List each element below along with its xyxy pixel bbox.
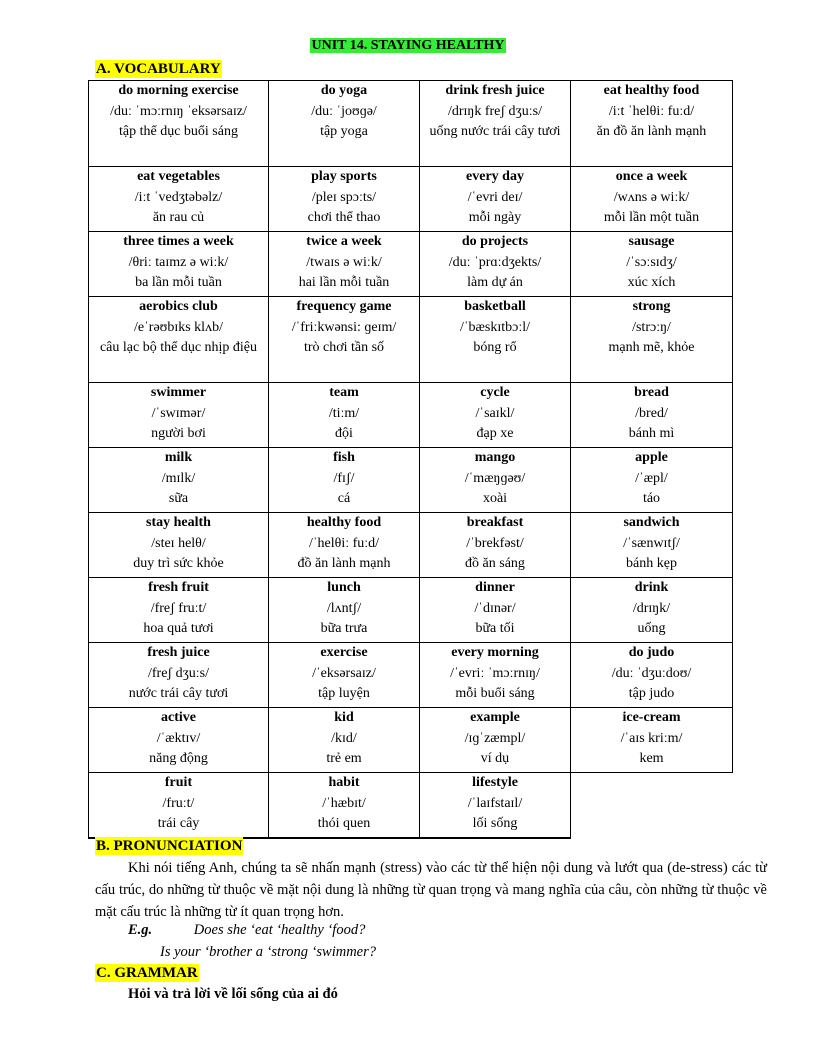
pronunciation-paragraph: Khi nói tiếng Anh, chúng ta sẽ nhấn mạnh (stress) vào các từ thể hiện nội dung và lướt qua (de-stress) các từ cấu trúc, do những từ thuộc về mặt nội dung là những từ quan trọng và mang nghĩa của câu, còn những từ thuộc về mặt cấu trúc là những từ ít quan trọng hơn.	[95, 860, 767, 920]
vocab-cell	[269, 643, 420, 708]
vocab-row	[89, 578, 733, 643]
vocab-ipa: /ˈeksərsaɪz/	[312, 665, 376, 681]
vocab-cell	[420, 167, 571, 232]
vocab-meaning: đội	[335, 426, 353, 442]
vocab-word: milk	[164, 450, 193, 465]
vocab-ipa: /ˈsænwɪtʃ/	[623, 535, 680, 551]
vocab-cell	[571, 167, 733, 232]
vocab-meaning: tập judo	[628, 686, 675, 702]
vocab-word: active	[161, 710, 196, 725]
vocab-cell	[89, 773, 269, 838]
vocab-ipa: /duː ˈmɔːrnɪŋ ˈeksərsaɪz/	[110, 103, 247, 119]
vocab-word: every day	[466, 169, 524, 184]
vocab-cell	[420, 232, 571, 297]
vocab-ipa: /ˈhæbɪt/	[322, 795, 366, 811]
vocab-word: drink fresh juice	[445, 83, 545, 98]
vocab-word: do yoga	[320, 83, 368, 98]
vocab-cell	[269, 232, 420, 297]
vocab-cell	[269, 297, 420, 383]
vocab-meaning: hoa quả tươi	[143, 621, 214, 637]
vocab-meaning: duy trì sức khỏe	[133, 556, 224, 572]
vocab-cell	[269, 708, 420, 773]
vocab-word: bread	[634, 385, 669, 400]
vocab-meaning: xoài	[482, 491, 508, 507]
vocab-meaning: bóng rổ	[473, 340, 517, 356]
vocab-meaning: thói quen	[317, 816, 371, 832]
vocab-word: lifestyle	[472, 775, 518, 790]
vocab-cell	[269, 578, 420, 643]
vocab-word: team	[329, 385, 359, 400]
vocab-word: once a week	[615, 169, 688, 184]
vocab-word: dinner	[475, 580, 515, 595]
vocab-cell	[269, 513, 420, 578]
vocab-word: do morning exercise	[118, 83, 239, 98]
vocab-row	[89, 297, 733, 383]
vocab-meaning: bánh kẹp	[626, 556, 677, 572]
vocab-ipa: /fruːt/	[162, 795, 195, 811]
vocab-meaning: ví dụ	[480, 751, 510, 767]
vocab-word: eat vegetables	[137, 169, 220, 184]
vocab-meaning: ăn rau củ	[152, 210, 205, 226]
vocab-word: twice a week	[306, 234, 382, 249]
vocab-meaning: hai lần mỗi tuần	[298, 275, 390, 291]
vocab-meaning: trò chơi tần số	[303, 340, 385, 356]
vocab-ipa: /ˈæpl/	[635, 470, 668, 486]
vocab-ipa: /freʃ fruːt/	[150, 600, 207, 616]
unit-title	[0, 38, 816, 54]
vocab-word: fresh fruit	[148, 580, 209, 595]
vocab-word: breakfast	[466, 515, 524, 530]
vocab-meaning: cá	[337, 491, 351, 507]
vocab-row	[89, 232, 733, 297]
vocab-word: apple	[635, 450, 668, 465]
vocab-ipa: /duː ˈjoʊɡə/	[311, 103, 377, 119]
vocab-cell	[571, 383, 733, 448]
vocab-ipa: /ˈswɪmər/	[151, 405, 206, 421]
vocab-cell	[420, 448, 571, 513]
vocab-word: fruit	[164, 775, 193, 790]
vocab-meaning: uống nước trái cây tươi	[429, 124, 561, 140]
vocab-row	[89, 643, 733, 708]
vocab-row	[89, 448, 733, 513]
vocabulary-table	[88, 80, 733, 839]
vocab-cell	[269, 448, 420, 513]
vocab-meaning: bữa tối	[475, 621, 515, 637]
vocab-word: stay health	[146, 515, 211, 530]
vocab-cell	[420, 708, 571, 773]
vocab-cell	[420, 513, 571, 578]
vocab-meaning: táo	[642, 491, 661, 507]
grammar-subheading: Hỏi và trả lời về lối sống của ai đó	[128, 986, 338, 1002]
vocab-cell	[420, 578, 571, 643]
vocab-cell	[420, 81, 571, 167]
vocab-row	[89, 708, 733, 773]
vocab-cell	[89, 448, 269, 513]
vocab-meaning: mỗi ngày	[468, 210, 522, 226]
vocab-word: eat healthy food	[603, 83, 700, 98]
vocab-cell	[269, 81, 420, 167]
example-sentence-2: Is your ‘brother a ‘strong ‘swimmer?	[160, 944, 377, 960]
vocab-cell	[89, 578, 269, 643]
vocab-word: exercise	[320, 645, 368, 660]
vocab-cell	[420, 643, 571, 708]
unit-title-text: UNIT 14. STAYING HEALTHY	[311, 38, 505, 53]
vocab-meaning: trẻ em	[326, 751, 362, 767]
vocab-meaning: đạp xe	[476, 426, 514, 442]
vocab-row	[89, 513, 733, 578]
example-sentence-1: Does she ‘eat ‘healthy ‘food?	[193, 922, 366, 938]
vocab-word: healthy food	[306, 515, 382, 530]
vocab-ipa: /duː ˈprɑːdʒekts/	[448, 254, 542, 270]
vocab-row	[89, 773, 733, 838]
vocab-word: basketball	[464, 299, 526, 314]
vocab-cell	[571, 643, 733, 708]
vocab-cell	[89, 513, 269, 578]
vocab-ipa: /strɔːŋ/	[632, 319, 671, 335]
vocab-cell	[269, 167, 420, 232]
vocab-ipa: /ˈlaɪfstaɪl/	[467, 795, 523, 811]
vocab-meaning: làm dự án	[467, 275, 523, 291]
vocab-word: example	[470, 710, 520, 725]
vocab-meaning: uống	[637, 621, 666, 637]
vocab-ipa: /drɪŋk freʃ dʒuːs/	[447, 103, 542, 119]
vocab-ipa: /θriː taɪmz ə wiːk/	[128, 254, 229, 270]
vocab-meaning: người bơi	[151, 426, 206, 442]
vocab-ipa: /ˈmæŋɡəʊ/	[464, 470, 526, 486]
vocab-meaning: kem	[639, 751, 664, 767]
vocab-ipa: /mɪlk/	[161, 470, 196, 486]
vocab-meaning: câu lạc bộ thể dục nhịp điệu	[99, 340, 258, 356]
vocab-cell	[89, 297, 269, 383]
vocab-ipa: /ˈæktɪv/	[156, 730, 201, 746]
vocab-word: frequency game	[296, 299, 392, 314]
vocab-cell	[571, 297, 733, 383]
vocab-cell	[89, 708, 269, 773]
vocab-word: mango	[474, 450, 516, 465]
vocab-meaning: năng động	[149, 751, 208, 767]
vocab-cell	[269, 383, 420, 448]
vocab-ipa: /ˈevri deɪ/	[467, 189, 523, 205]
example-label: E.g.	[128, 922, 153, 938]
vocab-ipa: /twaɪs ə wiːk/	[306, 254, 382, 270]
vocab-word: lunch	[327, 580, 361, 595]
vocab-ipa: /fɪʃ/	[333, 470, 355, 486]
vocab-word: three times a week	[123, 234, 234, 249]
vocab-ipa: /drɪŋk/	[632, 600, 671, 616]
vocab-ipa: /ˈsaɪkl/	[475, 405, 515, 421]
vocab-meaning: chơi thể thao	[307, 210, 381, 226]
vocab-word: do judo	[628, 645, 675, 660]
vocab-row	[89, 167, 733, 232]
vocab-ipa: /ˈevriː ˈmɔːrnɪŋ/	[450, 665, 540, 681]
vocab-meaning: trái cây	[157, 816, 200, 832]
vocab-ipa: /kɪd/	[331, 730, 357, 746]
vocab-meaning: tập thể dục buổi sáng	[119, 124, 238, 140]
vocab-cell	[571, 232, 733, 297]
vocab-word: ice-cream	[622, 710, 681, 725]
vocab-word: sandwich	[623, 515, 680, 530]
vocab-cell	[420, 297, 571, 383]
vocab-ipa: /duː ˈdʒuːdoʊ/	[611, 665, 692, 681]
vocab-cell	[89, 167, 269, 232]
vocab-meaning: nước trái cây tươi	[128, 686, 229, 702]
vocab-cell-empty	[571, 773, 733, 838]
vocab-word: sausage	[628, 234, 675, 249]
vocab-meaning: bữa trưa	[320, 621, 368, 637]
vocab-word: every morning	[451, 645, 539, 660]
vocab-word: play sports	[311, 169, 377, 184]
vocab-word: swimmer	[150, 385, 207, 400]
vocab-word: do projects	[461, 234, 529, 249]
vocab-word: fish	[333, 450, 355, 465]
vocab-ipa: /lʌntʃ/	[326, 600, 362, 616]
section-grammar-heading: C. GRAMMAR	[96, 965, 198, 981]
vocab-word: drink	[634, 580, 669, 595]
vocab-ipa: /ɪɡˈzæmpl/	[464, 730, 526, 746]
vocab-ipa: /ˈbrekfəst/	[466, 535, 524, 551]
vocab-word: habit	[328, 775, 360, 790]
vocab-cell	[571, 708, 733, 773]
vocab-ipa: /freʃ dʒuːs/	[147, 665, 210, 681]
vocab-ipa: /ˈsɔːsɪdʒ/	[626, 254, 677, 270]
vocab-ipa: /eˈrəʊbɪks klʌb/	[134, 319, 223, 335]
vocab-cell	[571, 448, 733, 513]
section-pronunciation-heading: B. PRONUNCIATION	[96, 838, 243, 854]
vocab-cell	[420, 383, 571, 448]
vocab-cell	[269, 773, 420, 838]
vocab-cell	[571, 513, 733, 578]
vocab-meaning: mỗi lần một tuần	[603, 210, 700, 226]
vocab-word: aerobics club	[139, 299, 218, 314]
vocab-meaning: tập luyện	[318, 686, 370, 702]
vocab-ipa: /ˈbæskɪtbɔːl/	[460, 319, 530, 335]
vocab-ipa: /steɪ helθ/	[151, 535, 206, 551]
vocab-meaning: lối sống	[472, 816, 518, 832]
vocab-meaning: mỗi buổi sáng	[455, 686, 535, 702]
vocab-meaning: tập yoga	[320, 124, 368, 140]
vocab-ipa: /tiːm/	[328, 405, 360, 421]
vocab-cell	[89, 232, 269, 297]
vocab-meaning: đồ ăn lành mạnh	[297, 556, 391, 572]
vocab-cell	[89, 383, 269, 448]
example-line-1	[128, 922, 365, 939]
vocab-row	[89, 81, 733, 167]
section-vocabulary-heading: A. VOCABULARY	[96, 61, 221, 77]
vocab-ipa: /wʌns ə wiːk/	[613, 189, 690, 205]
vocab-ipa: /ˈfriːkwənsi: ɡeɪm/	[291, 319, 397, 335]
vocab-word: cycle	[480, 385, 510, 400]
vocab-meaning: xúc xích	[627, 275, 676, 291]
vocab-meaning: mạnh mẽ, khỏe	[608, 340, 695, 356]
vocab-meaning: đồ ăn sáng	[465, 556, 525, 572]
vocab-ipa: /iːt ˈhelθiː fuːd/	[608, 103, 695, 119]
vocab-meaning: bánh mì	[628, 426, 675, 442]
vocab-meaning: ba lần mỗi tuần	[135, 275, 222, 291]
vocab-word: kid	[334, 710, 354, 725]
vocab-row	[89, 383, 733, 448]
vocab-ipa: /ˈaɪs kriːm/	[620, 730, 683, 746]
vocab-word: fresh juice	[147, 645, 210, 660]
vocab-cell	[571, 578, 733, 643]
vocab-cell	[420, 773, 571, 838]
vocab-meaning: sữa	[168, 491, 189, 507]
vocab-word: strong	[632, 299, 671, 314]
vocab-ipa: /pleɪ spɔːts/	[311, 189, 377, 205]
vocab-cell	[89, 81, 269, 167]
vocab-ipa: /iːt ˈvedʒtəbəlz/	[134, 189, 223, 205]
vocab-cell	[89, 643, 269, 708]
vocab-ipa: /ˈhelθiː fuːd/	[308, 535, 380, 551]
vocab-ipa: /ˈdɪnər/	[474, 600, 516, 616]
vocab-cell	[571, 81, 733, 167]
vocab-ipa: /bred/	[635, 405, 668, 421]
vocab-meaning: ăn đồ ăn lành mạnh	[596, 124, 707, 140]
